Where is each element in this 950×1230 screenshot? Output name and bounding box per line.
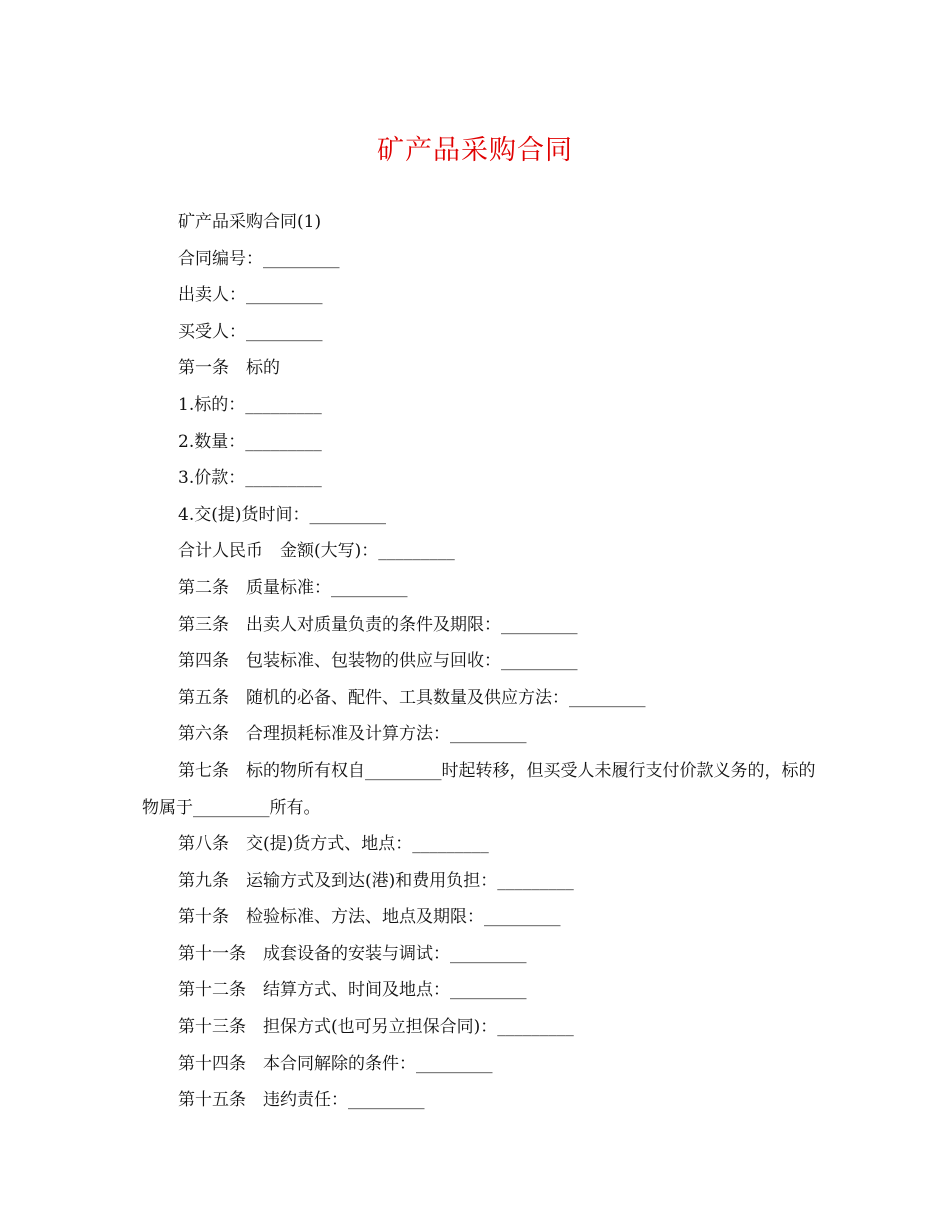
paragraph-article-10: 第十条 检验标准、方法、地点及期限：_________	[178, 907, 561, 928]
paragraph-article-9: 第九条 运输方式及到达(港)和费用负担：_________	[178, 870, 574, 891]
paragraph-article-13: 第十三条 担保方式(也可另立担保合同)：_________	[178, 1017, 574, 1038]
paragraph-article-4: 第四条 包装标准、包装物的供应与回收：_________	[178, 651, 578, 672]
paragraph-contract-number: 合同编号：_________	[178, 248, 340, 269]
paragraph-item-price: 3.价款：_________	[178, 468, 322, 489]
paragraph-contract-heading: 矿产品采购合同(1)	[178, 212, 322, 232]
paragraph-item-quantity: 2.数量：_________	[178, 431, 322, 452]
paragraph-article-5: 第五条 随机的必备、配件、工具数量及供应方法：_________	[178, 687, 646, 708]
paragraph-item-delivery-time: 4.交(提)货时间：_________	[178, 504, 386, 525]
paragraph-article-3: 第三条 出卖人对质量负责的条件及期限：_________	[178, 614, 578, 635]
paragraph-article-2: 第二条 质量标准：_________	[178, 577, 408, 598]
paragraph-article-1: 第一条 标的	[178, 358, 280, 379]
paragraph-article-11: 第十一条 成套设备的安装与调试：_________	[178, 943, 527, 964]
paragraph-article-7: 第七条 标的物所有权自_________时起转移，但买受人未履行支付价款义务的，标的物属于_________所有。	[142, 760, 816, 818]
paragraph-article-12: 第十二条 结算方式、时间及地点：_________	[178, 980, 527, 1001]
paragraph-total-amount: 合计人民币 金额(大写)：_________	[178, 541, 455, 562]
paragraph-article-8: 第八条 交(提)货方式、地点：_________	[178, 834, 489, 855]
paragraph-item-subject: 1.标的：_________	[178, 394, 322, 415]
paragraph-buyer: 买受人：_________	[178, 321, 323, 342]
document-title: 矿产品采购合同	[377, 135, 573, 166]
paragraph-article-14: 第十四条 本合同解除的条件：_________	[178, 1053, 493, 1074]
paragraph-seller: 出卖人：_________	[178, 285, 323, 306]
paragraph-article-6: 第六条 合理损耗标准及计算方法：_________	[178, 724, 527, 745]
document-body	[142, 204, 822, 1119]
paragraph-article-15: 第十五条 违约责任：_________	[178, 1090, 425, 1111]
